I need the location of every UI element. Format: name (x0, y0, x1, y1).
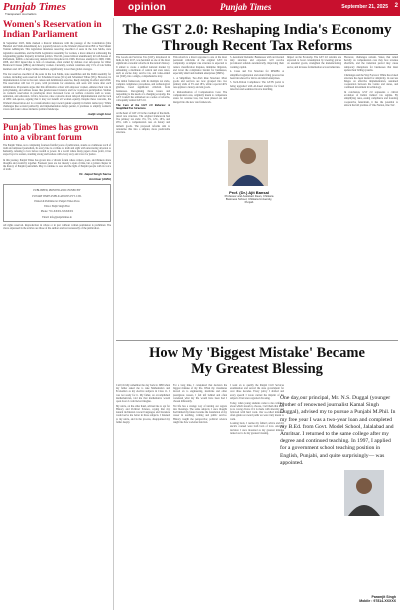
left-column (3, 18, 111, 230)
gst-paragraph: 5. Tech-Driven Compliance: The GSTN portal is being upgraded with AI-based analytics for fraud detection and seamless invoice matching. (230, 81, 284, 91)
gst-paragraph: In conclusion, GST 2.0 represents a critical evolution of India's indirect tax regime. By simplifying rates, easing compliance and fostering cooperative federalism, it has the potential to unlock the full promise of 'One Nation, One Tax'. (344, 91, 398, 107)
mistake-column-3 (230, 384, 284, 609)
disclaimer-text: All rights reserved. Reproduction in whole or in part without written permission is prohibited. The views expressed in the articles are those of the authors and not necessarily of the publication. (3, 223, 111, 230)
gst-subheading: The Core of the GST 2.0 Reforms: A Simplified Tax Structure. (116, 103, 170, 111)
imprint-line: Email: info@punjabtimes.in (42, 215, 72, 219)
mistake-paragraph: Yet life has a strange way of turning our regrets into blessings. The same subjects I once thought had limited my future became the foundation of my career in teaching, writing and public service. History taught me perspective; political science taught me how societies function. (173, 404, 227, 424)
mistake-paragraph: I still vividly remember the day back in 1988 when my father asked me to take Mathematics and Economics as my elective subjects in Class 11. I was not ready for it. My father, an accomplished mathematician, told me that mathematics would open doors I could never imagine. (116, 384, 170, 404)
mistake-author-name: Paramjit Singh (371, 595, 396, 599)
women-article-headline: Women's Reservation in Indian Parliament (3, 20, 102, 40)
publication-imprint (3, 184, 111, 221)
imprint-line: PUNJAB TIMES PUBLICATIONS PVT. LTD. (32, 194, 82, 198)
women-article-paragraph: In September 2023, India marked a historic milestone with the passage of the Constitution (One Hundred and Sixth Amendment) Act, popularly known as the Women's Reservation Bill or Nari Shakti Vandan Adhiniyam. This legislation mandates reserving one-third of seats in the Lok Sabha, state legislative assemblies, and the Delhi Legislative Assembly for women, a move aimed at addressing the longstanding gender disparity in Indian politics. The bill, passed almost unanimously in both houses of Parliament, fulfills a decades-long demand first introduced in 1996. Previous attempts in 1998, 1999, 2008, and 2010 lapsed due to lack of consensus, often stalled by debates over sub-quotas for Other Backward Classes (OBCs) and minority women. Currently, women constitute only 15% of Lok Sabha members and 14% of Rajya Sabha members, significantly lower than global averages. (3, 42, 111, 71)
women-article-paragraph: The law reserves one-third of the seats in the Lok Sabha, state assemblies and the Delhi assembly for women, including seats reserved for Scheduled Castes (SCs) and Scheduled Tribes (STs). However, its implementation is tied to the next census and delimitation exercise, likely delaying its effect until 2029. The reservation will last 15 years, with provisions for extension, and seats will rotate after each delimitation. Proponents argue that this affirmative action will empower women, enhance their role in policymaking, and address issues like gender-based violence and low workforce participation. Studies on women's reservation in panchayats show increased focus on welfare concerns such as water, sanitation, and education. Critics, however, raise concerns about delayed implementation and the lack of OBC sub-quotas, arguing that it may not benefit all women equally. Despite these concerns, the Women's Reservation Act is a transformative step toward gender equality in India's democracy. While challenges like societal patriarchy and implementation delays persist, it promises to amplify women's voices and foster a more inclusive political landscape. (3, 72, 111, 112)
gst-paragraph: 3. Automatic Refunds: Businesses with an inverted duty structure and exporters will receive provisional refunds automatically, improving their working capital. (230, 56, 284, 69)
mistake-column-2 (173, 384, 227, 609)
author-photo (344, 470, 384, 516)
gst-author-title: Professor and Assistant Dean, Chitkara Business School, Chitkara University, Punjab (224, 194, 274, 205)
punjab-article-paragraph: In this journey, Punjab Times has grown into a vibrant forum where writers, poets, and thinkers share thoughts and creativity together. Fourteen years are not merely a span of time, but a golden chapter in the history of Punjabi journalism. May it continue to soar and the light of Punjabi people with its voice of truth. (3, 158, 111, 172)
gst-paragraph: The Goods and Services Tax (GST), introduced in India in July 2017, was heralded as one of the most significant economic reforms in the nation's history. It aimed to create a unified national market by subsuming a multitude of central and state taxes, such as excise duty, service tax, and value-added tax (VAT), into a single, comprehensive levy. (116, 56, 170, 79)
pull-quote: One day,our principal, Mr. N.S. Duggal (younger brother of renowned journalist Kamal Singh Duggal), advised my to pursue a Punjabi M.Phil. In my free year I was a two-year loan and completed my B.Ed. from Govt. Model School, Jalalabad and Amritsar. I returned to the same college after my degree and continued teaching. In 1997, I applied for a government school teaching position in English, Punjabi, and quite surprisingly— was appointed. (280, 395, 396, 466)
author-photo (228, 140, 268, 186)
gst-paragraph: Impact on the Economy. The GST 2.0 reforms are expected to boost consumption by lowering prices on essential goods, strengthen the manufacturing sector, and increase formalisation across industries. (287, 56, 341, 69)
gst-paragraph: At the heart of GST 2.0 is the overhaul of the multi-tiered rate structure. The original framework had five primary tax slabs: 0%, 5%, 12%, 18%, and 28%, with a compensation cess on luxury and demerit goods. The proposed reforms aim to rationalise this into a simpler, more predictable structure. (116, 111, 170, 134)
imprint-line: Editor: Baljit Singh Brar (44, 205, 70, 209)
imprint-line: PUBLISHED, PRINTED AND OWNED BY (33, 189, 81, 193)
mistake-paragraph: My uncle, on the other hand, advised me to opt for History and Political Science, saying that my natural inclination toward languages and literature would serve me better in those subjects. I listened to my uncle, and in the process, disappointed my father deeply. (116, 404, 170, 424)
punjab-article-location: Amritsar (AMA) (88, 177, 111, 182)
mistake-paragraph: Looking back, I realise my father's advice and my uncle's counsel were both born of love. And the decision I once mourned as my greatest mistake turned out to be my greatest blessing. (230, 422, 284, 435)
mistake-paragraph: I went on to qualify the Punjab Civil Services examination and served the state government for over three decades. Every policy I drafted and every speech I wrote carried the imprint of the subjects I had once regretted choosing. (230, 384, 284, 400)
gst-paragraph: 1. A Simplified, Two-Slab Rate Structure: Most goods and services are now grouped into two primary slabs of 5% and 18%, while a special 40% rate applies to luxury and sin goods. (173, 76, 227, 90)
punjab-article-headline: Punjab Times has grown into a vibrant forum (3, 121, 99, 142)
masthead-bar (0, 0, 400, 16)
gst-article-headline (116, 22, 398, 54)
mistake-paragraph: Today, when young students come to me confused about which stream to choose, I tell them that there is no wrong choice if it is made with sincerity and followed with hard work. Our so-called mistakes often guide us toward paths we were truly meant to walk. (230, 401, 284, 421)
imprint-line: Phone: +91-XXXX-XXXXXX (40, 210, 74, 214)
gst-paragraph: 4. Cases and Tax Structure for MSMEs: A simplified registration and return filing process has been introduced for micro and small enterprises. (230, 70, 284, 80)
gst-column-4 (287, 56, 341, 326)
gst-paragraph: However, challenges remain. States that relied heavily on compensation cess may face revenue shortfalls, and the transition period may cause temporary disruptions for businesses that must update their billing systems. (344, 56, 398, 72)
gst-headline-line1: The GST 2.0: Reshaping India's Economy (122, 22, 392, 38)
section-label: opinion (128, 2, 167, 13)
mistake-paragraph: For a long time, I considered that decision the biggest mistake of my life. When my classmates moved on to engineering, medicine and other prestigious careers, I felt left behind and often wondered what my life would have been had I chosen differently. (173, 384, 227, 404)
punjab-article-paragraph: The Punjab Times, now completing fourteen fruitful years of publication, stands as a luminous torch of truth and unbiased journalism. Its every line is a tribute to truth and sight with unwavering devotion to humanity, refusing to bow before wealth or power. In a world where many papers chase profit, it has stayed loyal to readers, standing strong and fearless with every story and voice for justice. (3, 143, 111, 157)
mistake-column-1 (116, 384, 170, 609)
section-divider (3, 118, 111, 119)
right-masthead: Punjab Times (220, 2, 272, 12)
left-masthead: Punjab Times (3, 1, 66, 13)
page-number: 2 (394, 3, 398, 9)
gst-column-1 (116, 56, 170, 326)
mistake-article-headline (116, 345, 398, 377)
headline-rule (116, 54, 398, 55)
punjab-article-signature: Dr. Jaipal Singh Sarna (79, 172, 111, 177)
gst-column-2 (173, 56, 227, 326)
mistake-headline-line2: My Greatest Blessing (191, 361, 323, 377)
gst-author-block (222, 190, 276, 205)
mistake-headline-line1: How My 'Biggest Mistake' Became (149, 345, 365, 361)
gst-paragraph: Challenges and the Way Forward. While the revised structure has been lauded for simplicity, its success hinges on effective implementation, sustained cooperation between the Centre and states, and continued investment in technology. (344, 73, 398, 90)
left-tagline: Transparent Journalism (5, 12, 37, 16)
mistake-author-contact: Mobile : 97814-XXXXX (359, 599, 396, 603)
gst-paragraph: 2. Rationalisation of Compensation Cess: The compensation cess, originally meant to compensate states for revenue loss, has been phased out and merged into the new rate framework. (173, 91, 227, 104)
issue-date: September 21, 2025 (341, 4, 388, 10)
gst-headline-line2: Through Recent Tax Reforms (161, 38, 353, 54)
mistake-article-signature (359, 595, 396, 603)
gst-author-name: Prof. (Dr.) Ajit Bansal (229, 190, 269, 195)
women-article-signature: -baljit singh brar (87, 112, 111, 117)
column-divider (113, 18, 114, 610)
section-rule (116, 340, 398, 341)
gst-paragraph: The initial framework, with its multiple tax slabs, complex compliance procedures, and technological glitches, faced significant criticism from businesses. Recognising these issues and responding to the needs of a changing economy, the GST Council has embarked on a series of reforms, colloquially termed GST 2.0. (116, 79, 170, 103)
gst-paragraph: This reform is a direct response to one of the most persistent criticisms of the original GST: its complexity. A simpler rate structure is expected to reduce classification disputes, minimise litigation, and lower the compliance burden for businesses, especially small and medium enterprises (SMEs). (173, 56, 227, 76)
gst-column-5 (344, 56, 398, 326)
imprint-line: Printed & Published at: Punjab Times Press (34, 199, 80, 203)
